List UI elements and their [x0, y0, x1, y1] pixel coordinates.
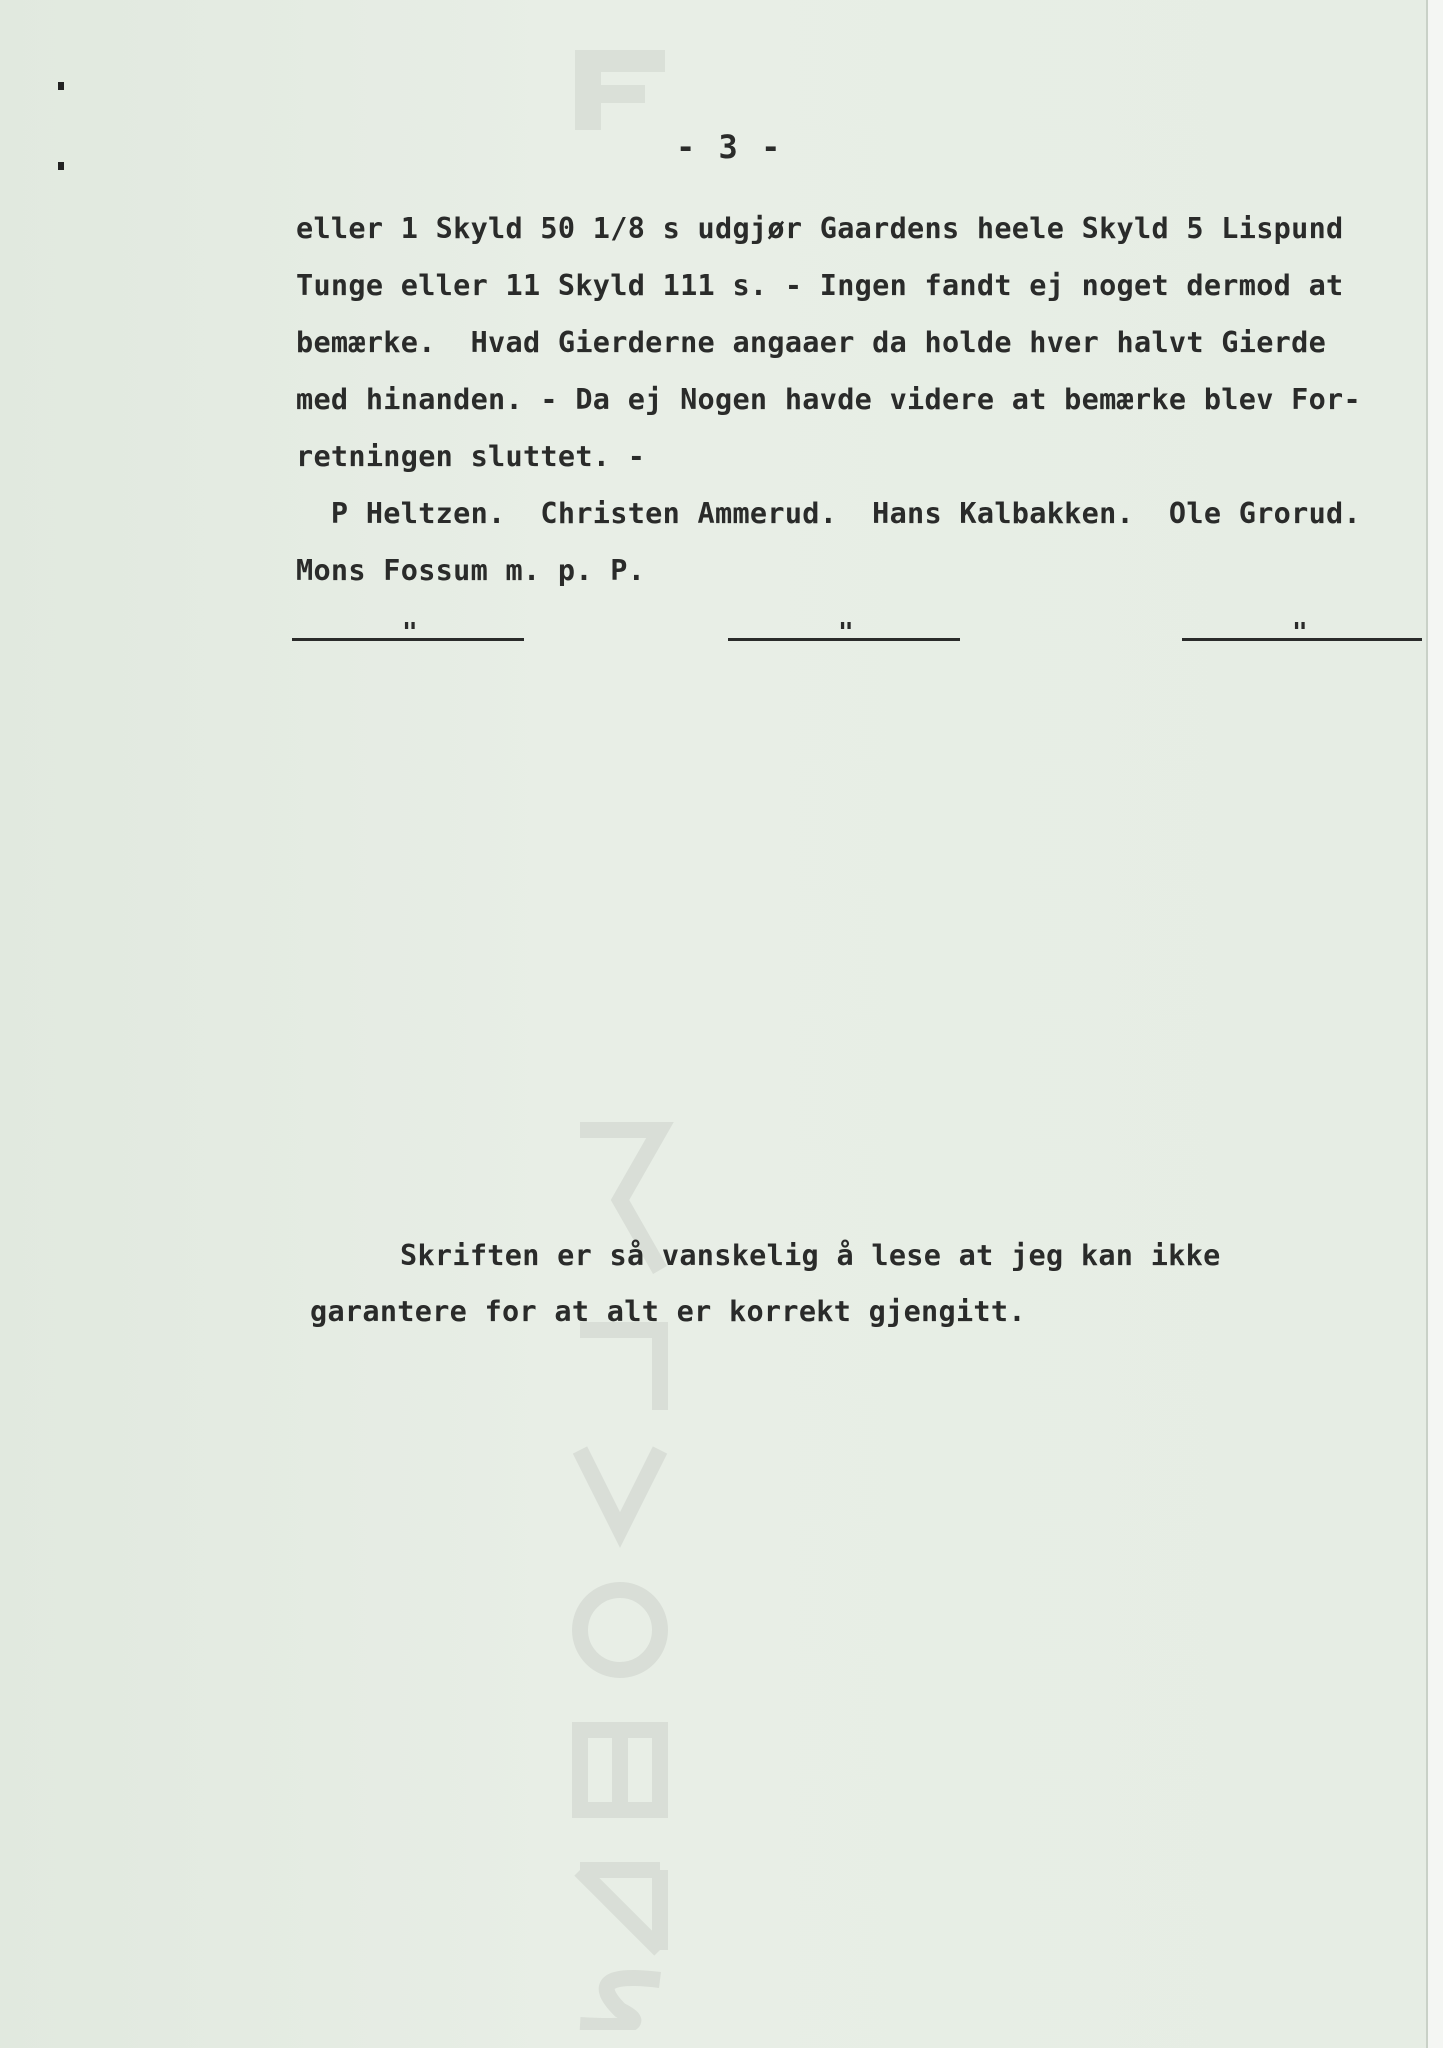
ditto-mark: " [402, 618, 418, 648]
body-line: med hinanden. - Da ej Nogen havde videre at bemærke blev For- [296, 383, 1361, 416]
body-line: Tunge eller 11 Skyld 111 s. - Ingen fandt ej noget dermod at [296, 269, 1344, 302]
transcriber-note-line: Skriften er så vanskelig å lese at jeg kan ikke [400, 1239, 1221, 1272]
body-line: bemærke. Hvad Gierderne angaaer da holde hver halvt Gierde [296, 326, 1327, 359]
body-line: eller 1 Skyld 50 1/8 s udgjør Gaardens heele Skyld 5 Lispund [296, 212, 1344, 245]
ditto-mark: " [1292, 618, 1308, 648]
signatures-line: P Heltzen. Christen Ammerud. Hans Kalbakken. Ole Grorud. [296, 497, 1361, 530]
transcriber-note-line: garantere for at alt er korrekt gjengitt. [310, 1295, 1026, 1328]
show-through-stamp [565, 40, 685, 140]
margin-mark [58, 162, 64, 170]
margin-mark [58, 82, 64, 90]
page-edge [1426, 0, 1443, 2048]
body-line: retningen sluttet. - [296, 440, 646, 473]
ditto-mark: " [838, 618, 854, 648]
signatures-line: Mons Fossum m. p. P. [296, 554, 646, 587]
page-number: - 3 - [676, 128, 783, 166]
